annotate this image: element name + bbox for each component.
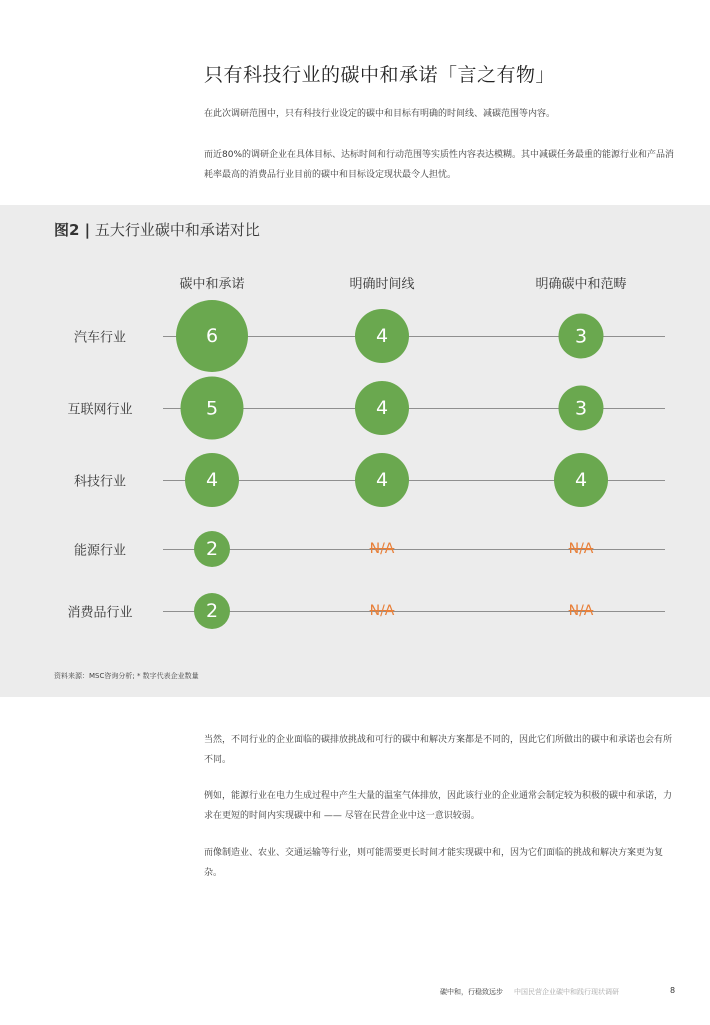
page-heading: 只有科技行业的碳中和承诺「言之有物」 bbox=[204, 64, 556, 86]
intro-paragraph-2: 而近80%的调研企业在具体目标、达标时间和行动范围等实质性内容表达模糊。其中减碳任务最重的能源行业和产品消耗率最高的消费品行业目前的碳中和目标设定现状最令人担忧。 bbox=[204, 150, 675, 180]
figure-number: 图2 | bbox=[54, 221, 91, 239]
na-marker: N/A bbox=[369, 603, 395, 619]
value-bubble: 4 bbox=[355, 381, 409, 435]
row-label: 消费品行业 bbox=[67, 605, 133, 621]
value-bubble: 4 bbox=[355, 309, 409, 363]
value-bubble: 4 bbox=[554, 453, 608, 507]
footer-subtitle: 中国民营企业碳中和践行现状调研 bbox=[514, 988, 619, 996]
value-bubble: 2 bbox=[194, 593, 230, 629]
row-label: 互联网行业 bbox=[67, 402, 133, 418]
body-paragraph-2: 例如，能源行业在电力生成过程中产生大量的温室气体排放，因此该行业的企业通常会制定较为积极的碳中和承诺，力求在更短的时间内实现碳中和 —— 尽管在民营企业中这一意识较弱。 bbox=[204, 791, 673, 821]
value-bubble: 2 bbox=[194, 531, 230, 567]
value-bubble: 4 bbox=[185, 453, 239, 507]
row-label: 汽车行业 bbox=[73, 330, 127, 346]
figure-title bbox=[54, 219, 260, 240]
na-marker: N/A bbox=[369, 541, 395, 557]
figure-panel bbox=[0, 205, 710, 697]
value-bubble: 3 bbox=[559, 386, 604, 431]
row-label: 科技行业 bbox=[73, 474, 127, 490]
column-header-commitment: 碳中和承诺 bbox=[179, 277, 245, 292]
figure-source-note: 资料来源：MSC咨询分析; * 数字代表企业数量 bbox=[54, 672, 199, 680]
na-marker: N/A bbox=[568, 541, 594, 557]
footer-title: 碳中和，行稳致远步 bbox=[440, 988, 503, 996]
body-paragraph-1: 当然，不同行业的企业面临的碳排放挑战和可行的碳中和解决方案都是不同的，因此它们所做出的碳中和承诺也会有所不同。 bbox=[204, 735, 673, 765]
row-label: 能源行业 bbox=[73, 543, 127, 559]
value-bubble: 5 bbox=[181, 377, 244, 440]
page-number: 8 bbox=[670, 986, 676, 995]
value-bubble: 3 bbox=[559, 314, 604, 359]
value-bubble: 4 bbox=[355, 453, 409, 507]
value-bubble: 6 bbox=[176, 300, 248, 372]
column-header-scope: 明确碳中和范畴 bbox=[535, 277, 627, 292]
column-header-timeline: 明确时间线 bbox=[349, 277, 415, 292]
na-marker: N/A bbox=[568, 603, 594, 619]
figure-title-text: 五大行业碳中和承诺对比 bbox=[94, 221, 260, 239]
intro-paragraph-1: 在此次调研范围中，只有科技行业设定的碳中和目标有明确的时间线、减碳范围等内容。 bbox=[204, 109, 556, 119]
body-paragraph-3: 而像制造业、农业、交通运输等行业，则可能需要更长时间才能实现碳中和，因为它们面临的挑战和解决方案更为复杂。 bbox=[204, 848, 664, 878]
